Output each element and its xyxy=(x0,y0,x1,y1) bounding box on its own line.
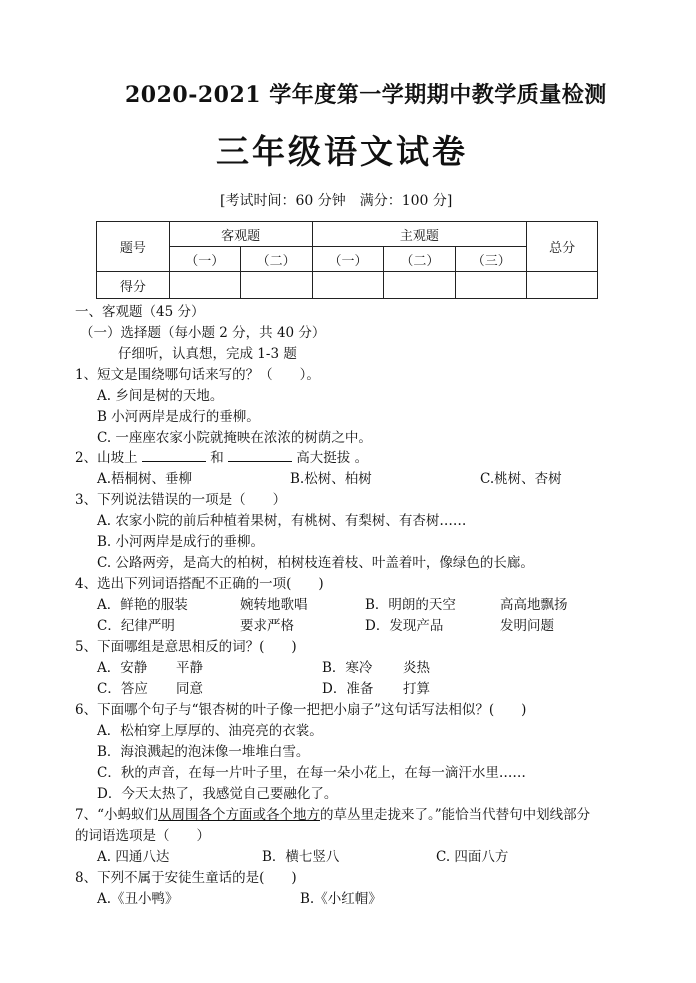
q8-option-a: A.《丑小鸭》 xyxy=(97,891,179,907)
q6-option-b: B．海浪溅起的泡沫像一堆堆白雪。 xyxy=(97,744,310,760)
answer-blank xyxy=(228,449,292,462)
q7-option-c: C. 四面八方 xyxy=(436,849,509,865)
score-cell xyxy=(240,272,312,299)
exam-title: 2020-2021 学年度第一学期期中教学质量检测 xyxy=(125,82,607,108)
sub-header: （二） xyxy=(240,247,312,272)
sub-header: （二） xyxy=(384,247,456,272)
subject-title: 三年级语文试卷 xyxy=(216,132,468,171)
sub-header: （一） xyxy=(169,247,240,272)
q7-option-a: A. 四通八达 xyxy=(97,849,170,865)
q7-stem-end: 的草丛里走拢来了。”能恰当代替句中划线部分 xyxy=(320,807,591,823)
q5-option-a-pair: 平静 xyxy=(176,660,203,676)
q7-underlined-phrase: 从周围各个方面或各个地方 xyxy=(158,807,320,823)
score-cell xyxy=(312,272,384,299)
answer-blank xyxy=(142,449,206,462)
q4-option-d: D．发现产品 xyxy=(365,618,444,634)
q7-option-b: B．横七竖八 xyxy=(262,849,340,865)
q5-option-b-pair: 炎热 xyxy=(403,660,430,676)
question-1: 1、短文是围绕哪句话来写的？（ ）。 xyxy=(75,367,320,383)
q1-option-c: C. 一座座农家小院就掩映在浓浓的树荫之中。 xyxy=(97,430,372,446)
header-question-number: 题号 xyxy=(97,222,170,272)
q8-option-b: B.《小红帽》 xyxy=(300,891,382,907)
instruction: 仔细听，认真想，完成 1-3 题 xyxy=(118,346,297,362)
q7-stem-start: 7、“小蚂蚁们 xyxy=(75,807,158,823)
exam-info: [考试时间：60 分钟 满分：100 分] xyxy=(220,193,453,209)
header-subjective: 主观题 xyxy=(312,222,527,247)
sub-header: （一） xyxy=(312,247,384,272)
score-cell xyxy=(456,272,527,299)
q4-option-b-pair: 高高地飘扬 xyxy=(500,597,568,613)
q4-option-c: C．纪律严明 xyxy=(97,618,175,634)
section-heading: 一、客观题（45 分） xyxy=(75,304,205,320)
question-5: 5、下面哪组是意思相反的词？( ) xyxy=(75,639,297,655)
q5-option-c-pair: 同意 xyxy=(176,681,203,697)
q5-option-b: B．寒冷 xyxy=(322,660,373,676)
q6-option-c: C．秋的声音，在每一片叶子里，在每一朵小花上，在每一滴汗水里…… xyxy=(97,765,526,781)
q2-mid: 和 xyxy=(210,450,224,466)
question-3: 3、下列说法错误的一项是（ ） xyxy=(75,492,287,508)
q6-option-a: A．松柏穿上厚厚的、油亮亮的衣裳。 xyxy=(97,723,323,739)
row-score-label: 得分 xyxy=(97,272,170,299)
q3-option-a: A. 农家小院的前后种植着果树，有桃树、有梨树、有杏树…… xyxy=(97,513,467,529)
question-8: 8、下列不属于安徒生童话的是( ) xyxy=(75,870,297,886)
score-cell xyxy=(527,272,598,299)
q4-option-a-pair: 婉转地歌唱 xyxy=(240,597,308,613)
score-cell xyxy=(169,272,240,299)
question-7 xyxy=(75,803,590,823)
q4-option-a: A．鲜艳的服装 xyxy=(97,597,188,613)
q1-option-b: B 小河两岸是成行的垂柳。 xyxy=(97,409,260,425)
question-2 xyxy=(75,446,368,466)
q6-option-d: D．今天太热了，我感觉自己要融化了。 xyxy=(97,786,338,802)
q2-option-b: B.松树、柏树 xyxy=(290,471,372,487)
header-total: 总分 xyxy=(527,222,598,272)
q5-option-c: C．答应 xyxy=(97,681,148,697)
q4-option-c-pair: 要求严格 xyxy=(240,618,294,634)
sub-header: （三） xyxy=(456,247,527,272)
question-4: 4、选出下列词语搭配不正确的一项( ) xyxy=(75,576,324,592)
header-objective: 客观题 xyxy=(169,222,312,247)
question-6: 6、下面哪个句子与“银杏树的叶子像一把把小扇子”这句话写法相似？( ) xyxy=(75,702,527,718)
q2-option-a: A.梧桐树、垂柳 xyxy=(97,471,193,487)
part-heading: （一）选择题（每小题 2 分，共 40 分） xyxy=(80,325,326,341)
score-table xyxy=(96,221,598,299)
q4-option-b: B．明朗的天空 xyxy=(365,597,456,613)
q5-option-d: D．准备 xyxy=(322,681,374,697)
q4-option-d-pair: 发明问题 xyxy=(500,618,554,634)
q3-option-b: B. 小河两岸是成行的垂柳。 xyxy=(97,534,265,550)
q2-prefix: 2、山坡上 xyxy=(75,450,138,466)
q2-option-c: C.桃树、杏树 xyxy=(480,471,562,487)
question-7-line2: 的词语选项是（ ） xyxy=(75,828,210,844)
q5-option-d-pair: 打算 xyxy=(403,681,430,697)
score-cell xyxy=(384,272,456,299)
q5-option-a: A．安静 xyxy=(97,660,148,676)
q3-option-c: C. 公路两旁，是高大的柏树，柏树枝连着枝、叶盖着叶，像绿色的长廊。 xyxy=(97,555,534,571)
q2-suffix: 高大挺拔 。 xyxy=(296,450,369,466)
q1-option-a: A. 乡间是树的天地。 xyxy=(97,388,224,404)
